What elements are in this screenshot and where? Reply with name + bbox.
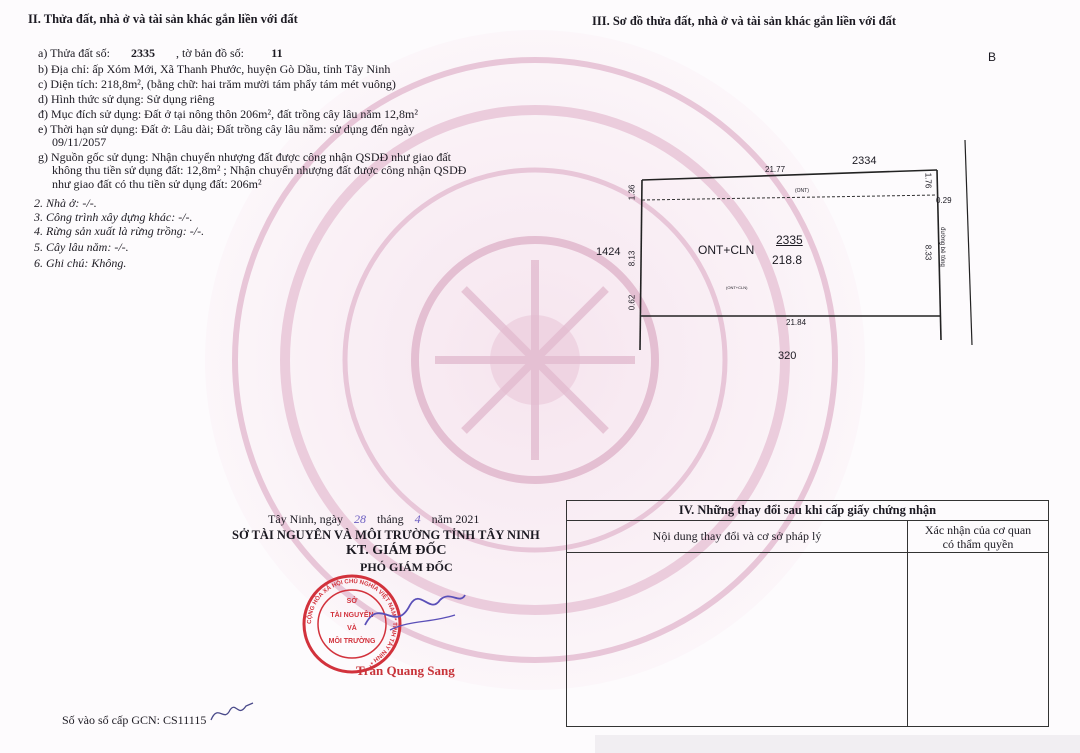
section-2-title: II. Thửa đất, nhà ở và tài sản khác gắn liền với đất (28, 12, 298, 26)
perennial-item: 5. Cây lâu năm: -/-. (34, 240, 129, 254)
changes-content-cell (567, 553, 908, 727)
gcn-number: Số vào sổ cấp GCN: CS11115 (62, 713, 207, 727)
signer-name: Trần Quang Sang (356, 663, 455, 678)
parcel-number: 2335 (130, 46, 155, 60)
dim-left-upper: 1.36 (627, 184, 637, 201)
other-works-item: 3. Công trình xây dựng khác: -/-. (34, 210, 193, 224)
parcel-id-label: 2335 (776, 233, 803, 247)
confirmation-column-header (908, 521, 1049, 553)
house-item: 2. Nhà ở: -/-. (34, 196, 97, 210)
dim-top: 21.77 (765, 165, 786, 174)
origin-line-1: g) Nguồn gốc sử dụng: Nhận chuyển nhượng đất được công nhận QSDĐ như giao đất (38, 150, 451, 164)
dim-bottom: 21.84 (786, 318, 807, 327)
changes-column-header: Nội dung thay đổi và cơ sở pháp lý (567, 521, 908, 553)
parcel-area-label: 218.8 (772, 253, 803, 267)
neighbor-bottom: 320 (778, 350, 797, 362)
month-label: tháng (376, 512, 404, 526)
parcel-label: a) Thửa đất số: (38, 46, 110, 60)
kt-director: KT. GIÁM ĐỐC (346, 543, 447, 558)
purpose-line: đ) Mục đích sử dụng: Đất ở tại nông thôn 206m², đất trồng cây lâu năm 12,8m² (38, 107, 418, 121)
note-item: 6. Ghi chú: Không. (34, 256, 127, 270)
dim-left-lower: 0.62 (627, 294, 637, 311)
stamp-ring-text: CỘNG HÒA XÃ HỘI CHỦ NGHĨA VIỆT NAM * TỈNH TÂY NINH * (306, 578, 398, 665)
date-month: 4 (414, 512, 421, 526)
section-3-title: III. Sơ đồ thửa đất, nhà ở và tài sản khác gắn liền với đất (592, 14, 897, 28)
north-arrow-label: B (988, 50, 997, 64)
ont-cln-small-label: (ONT+CLN) (726, 285, 748, 290)
stamp-line-1: SỞ (346, 598, 358, 605)
neighbor-top: 2334 (852, 155, 877, 167)
use-form-line: d) Hình thức sử dụng: Sử dụng riêng (38, 92, 215, 106)
term-date: 09/11/2057 (52, 135, 107, 149)
origin-line-3: như giao đất có thu tiền sử dụng đất: 206m² (52, 177, 262, 191)
place-date-prefix: Tây Ninh, ngày (268, 512, 343, 526)
map-label: , tờ bản đồ số: (175, 46, 244, 60)
forest-item: 4. Rừng sản xuất là rừng trồng: -/-. (34, 224, 205, 238)
stamp-line-4: MÔI TRƯỜNG (328, 638, 376, 645)
road-label: đường bê tông (938, 227, 945, 267)
map-number: 11 (271, 46, 283, 60)
term-line: e) Thời hạn sử dụng: Đất ở: Lâu dài; Đất trồng cây lâu năm: sử dụng đến ngày (38, 122, 415, 136)
issuing-org: SỞ TÀI NGUYÊN VÀ MÔI TRƯỜNG TỈNH TÂY NINH (232, 528, 540, 542)
dim-right-gap: 0.29 (936, 196, 952, 205)
section-4-title: IV. Những thay đổi sau khi cấp giấy chứng nhận (567, 501, 1049, 521)
stamp-line-3: VÀ (347, 625, 357, 632)
date-day: 28 (353, 512, 366, 526)
changes-table (566, 500, 1049, 727)
confirmation-header-line-2: có thẩm quyền (942, 536, 1014, 551)
confirmation-content-cell (908, 553, 1049, 727)
land-use-code: ONT+CLN (698, 243, 755, 257)
stamp-line-2: TÀI NGUYÊN (330, 612, 374, 619)
parcel-line (38, 46, 307, 60)
year-label: năm 2021 (431, 512, 480, 526)
origin-line-2: không thu tiền sử dụng đất: 12,8m² ; Nhận chuyển nhượng đất được công nhận QSDĐ (52, 163, 467, 177)
neighbor-left: 1424 (596, 246, 621, 258)
dim-right-upper: 1.76 (923, 172, 933, 189)
area-line: c) Diện tích: 218,8m², (bằng chữ: hai trăm mười tám phẩy tám mét vuông) (38, 77, 396, 91)
ont-small-label: (ONT) (795, 188, 809, 194)
dim-right-lower: 8.33 (923, 244, 933, 261)
address-line: b) Địa chỉ: ấp Xóm Mới, Xã Thanh Phước, huyện Gò Dầu, tỉnh Tây Ninh (38, 62, 391, 76)
place-date (268, 512, 479, 526)
confirmation-header-line-1: Xác nhận của cơ quan (924, 522, 1032, 537)
dim-left-mid: 8.13 (627, 250, 637, 267)
initials-mark (208, 698, 258, 728)
handwritten-signature (360, 575, 470, 645)
deputy-director: PHÓ GIÁM ĐỐC (360, 560, 453, 574)
parcel-diagram (560, 60, 1000, 380)
